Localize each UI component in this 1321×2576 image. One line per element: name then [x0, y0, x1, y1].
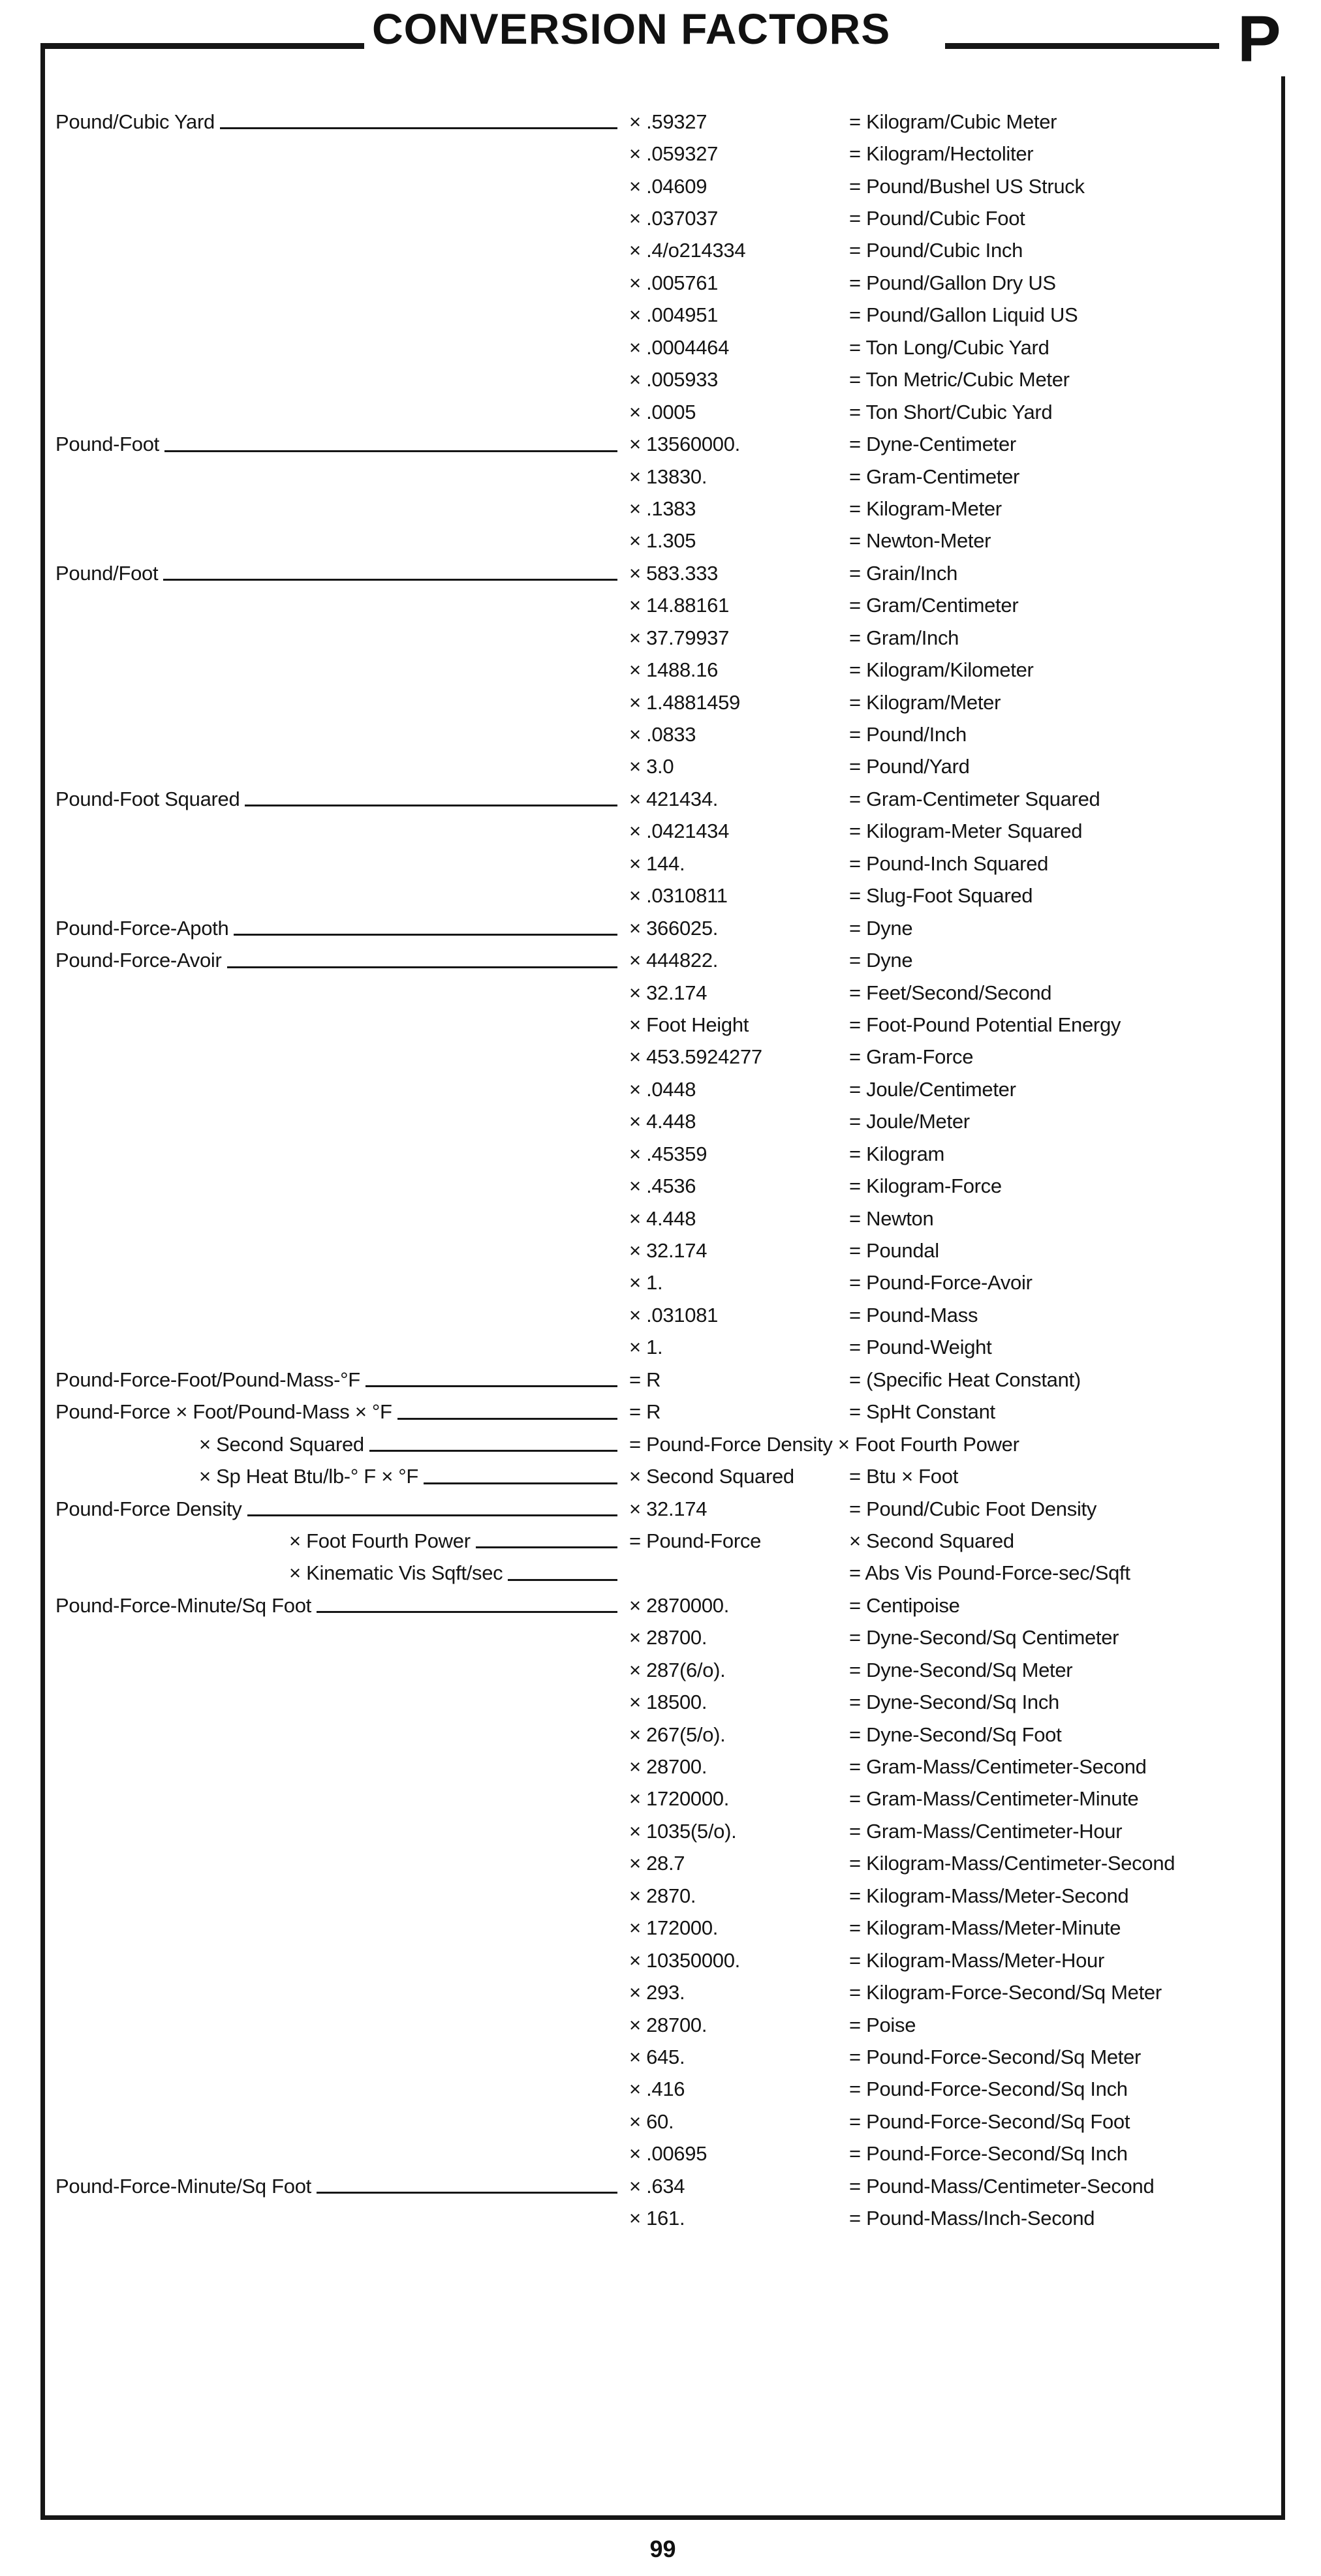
row-factor: × .004951 [629, 303, 719, 327]
row-factor: × .031081 [629, 1303, 719, 1326]
row-result: = Pound-Force-Avoir [849, 1271, 1033, 1295]
row-result: = Poundal [849, 1239, 939, 1263]
table-row [55, 1493, 1260, 1525]
conversion-table [55, 106, 1260, 2235]
label-underline [164, 450, 617, 452]
row-label-cell [55, 1433, 620, 1456]
row-label: Pound-Force-Avoir [55, 949, 222, 972]
row-result: = Pound-Mass/Centimeter-Second [849, 2174, 1155, 2198]
row-factor: = Pound-Force Density × Foot Fourth Power [629, 1432, 1019, 1456]
table-row [55, 428, 1260, 460]
row-factor: × .0421434 [629, 820, 730, 843]
row-result: = Kilogram/Cubic Meter [849, 110, 1057, 133]
row-factor: × 366025. [629, 916, 719, 940]
table-row [55, 170, 1260, 202]
row-result: = Dyne-Second/Sq Foot [849, 1723, 1062, 1746]
row-result: = Gram-Force [849, 1045, 974, 1069]
table-row [55, 1203, 1260, 1234]
table-row [55, 1654, 1260, 1686]
table-row [55, 848, 1260, 880]
row-result: = Pound-Force-Second/Sq Inch [849, 2142, 1128, 2166]
row-result: = Pound/Gallon Dry US [849, 271, 1056, 294]
label-underline [369, 1450, 617, 1452]
table-row [55, 461, 1260, 493]
row-label-cell [55, 1465, 620, 1488]
row-factor: × 10350000. [629, 1948, 740, 1972]
row-result: = Gram/Centimeter [849, 594, 1019, 617]
row-factor: × .1383 [629, 497, 696, 520]
row-factor: × 13560000. [629, 433, 740, 456]
row-label-cell [55, 433, 620, 456]
table-row [55, 1976, 1260, 2008]
row-factor: × .0310811 [629, 884, 728, 908]
row-label: Pound-Foot Squared [55, 787, 240, 810]
row-result: = Pound/Yard [849, 755, 970, 778]
row-label-cell [55, 1368, 620, 1392]
row-result: = Ton Short/Cubic Yard [849, 400, 1053, 423]
row-result: = Dyne [849, 949, 913, 972]
table-row [55, 1460, 1260, 1492]
table-row [55, 493, 1260, 525]
table-row [55, 1267, 1260, 1299]
row-factor: × .059327 [629, 142, 719, 166]
row-result: = Kilogram-Meter Squared [849, 820, 1083, 843]
table-row [55, 1815, 1260, 1847]
row-factor: × 3.0 [629, 755, 674, 778]
row-factor: × 2870000. [629, 1593, 730, 1617]
row-result: = Pound-Weight [849, 1336, 992, 1359]
row-result: = Dyne-Second/Sq Inch [849, 1691, 1059, 1714]
table-row [55, 977, 1260, 1009]
label-underline [317, 2192, 617, 2194]
row-factor: × 1035(5/o). [629, 1819, 737, 1843]
row-label: Pound-Force × Foot/Pound-Mass × °F [55, 1400, 392, 1424]
row-factor: × .0448 [629, 1077, 696, 1101]
row-factor: × .0833 [629, 723, 696, 746]
row-factor: × 32.174 [629, 1497, 707, 1520]
table-row [55, 1686, 1260, 1718]
table-row [55, 235, 1260, 267]
row-result: = Pound-Inch Squared [849, 851, 1049, 875]
row-factor: × 1. [629, 1336, 663, 1359]
row-result: = Kilogram [849, 1142, 945, 1165]
row-label-cell [55, 2175, 620, 2198]
page-title: CONVERSION FACTORS [372, 5, 891, 53]
row-result: = Dyne-Second/Sq Centimeter [849, 1626, 1119, 1649]
row-result: = Foot-Pound Potential Energy [849, 1013, 1121, 1036]
row-label: Pound-Force-Foot/Pound-Mass-°F [55, 1368, 360, 1391]
label-underline [397, 1418, 617, 1420]
table-row [55, 1719, 1260, 1751]
row-label: Pound-Force-Minute/Sq Foot [55, 2174, 311, 2198]
row-label: Pound/Foot [55, 561, 159, 585]
row-factor: × 37.79937 [629, 626, 730, 649]
row-result: = Pound/Bushel US Struck [849, 174, 1085, 198]
table-row [55, 944, 1260, 976]
row-factor: × 172000. [629, 1916, 719, 1940]
row-result: = Joule/Meter [849, 1110, 970, 1133]
row-result: = Pound-Force-Second/Sq Meter [849, 2045, 1142, 2068]
label-underline [163, 579, 617, 581]
row-result: = Centipoise [849, 1593, 960, 1617]
label-underline [247, 1514, 618, 1516]
table-row [55, 912, 1260, 944]
frame-border-right [1281, 76, 1285, 2520]
row-result: = Ton Metric/Cubic Meter [849, 368, 1070, 391]
table-row [55, 138, 1260, 170]
row-factor: × 1488.16 [629, 658, 719, 682]
label-underline [227, 966, 618, 968]
row-result: = Gram-Centimeter [849, 465, 1020, 488]
row-factor: × .005761 [629, 271, 719, 294]
row-factor: × .005933 [629, 368, 719, 391]
row-result: = Pound/Gallon Liquid US [849, 303, 1078, 327]
row-factor: × .0005 [629, 400, 696, 423]
table-row [55, 1299, 1260, 1331]
row-result: = SpHt Constant [849, 1400, 995, 1424]
row-label-cell [55, 110, 620, 134]
row-factor: × 60. [629, 2109, 674, 2133]
row-factor: × 583.333 [629, 561, 719, 585]
row-factor: × 453.5924277 [629, 1045, 762, 1069]
row-factor: × 28700. [629, 1755, 707, 1779]
row-factor: × .45359 [629, 1142, 707, 1165]
row-factor: = Pound-Force [629, 1529, 762, 1552]
row-factor: × .037037 [629, 207, 719, 230]
table-row [55, 1525, 1260, 1557]
row-result: = Gram-Mass/Centimeter-Second [849, 1755, 1147, 1779]
table-row [55, 1041, 1260, 1073]
row-result: = Dyne-Centimeter [849, 433, 1016, 456]
row-factor: × Second Squared [629, 1465, 794, 1488]
row-result: = Pound/Cubic Inch [849, 239, 1023, 262]
table-row [55, 1783, 1260, 1815]
table-row [55, 590, 1260, 622]
row-label: Pound-Force Density [55, 1497, 242, 1520]
row-result: = Kilogram/Meter [849, 690, 1001, 714]
table-row [55, 718, 1260, 750]
table-row [55, 880, 1260, 912]
row-factor: × 287(6/o). [629, 1658, 726, 1681]
row-factor: × 1720000. [629, 1787, 730, 1811]
row-result: = Pound-Mass [849, 1303, 978, 1326]
table-row [55, 1009, 1260, 1041]
row-result: = Kilogram-Mass/Meter-Second [849, 1884, 1129, 1907]
table-row [55, 1170, 1260, 1202]
row-result: = Gram-Centimeter Squared [849, 787, 1100, 810]
row-label: Pound-Force-Minute/Sq Foot [55, 1593, 311, 1617]
row-result: = Pound/Cubic Foot Density [849, 1497, 1097, 1520]
table-row [55, 1848, 1260, 1880]
label-underline [234, 934, 617, 936]
table-row [55, 2138, 1260, 2170]
table-row [55, 1073, 1260, 1105]
row-result: = Pound/Cubic Foot [849, 207, 1025, 230]
row-result: = Kilogram-Mass/Meter-Hour [849, 1948, 1104, 1972]
row-result: = Kilogram-Force-Second/Sq Meter [849, 1981, 1162, 2004]
row-label: Pound-Force-Apoth [55, 916, 229, 940]
table-row [55, 364, 1260, 396]
row-factor: × 28700. [629, 2013, 707, 2036]
row-factor: × 32.174 [629, 981, 707, 1004]
row-factor: × .4/o214334 [629, 239, 746, 262]
page-number: 99 [649, 2536, 676, 2562]
section-letter: P [1237, 3, 1281, 76]
row-factor: × 28.7 [629, 1852, 685, 1875]
row-factor: × .59327 [629, 110, 707, 133]
label-underline [508, 1579, 617, 1581]
frame-border-left [40, 43, 45, 2520]
row-label-cell [55, 917, 620, 940]
row-factor: × 645. [629, 2045, 685, 2068]
table-row [55, 751, 1260, 783]
table-row [55, 783, 1260, 815]
table-row [55, 1944, 1260, 1976]
row-result: = Abs Vis Pound-Force-sec/Sqft [849, 1561, 1130, 1585]
row-result: = Pound-Force-Second/Sq Inch [849, 2078, 1128, 2101]
table-row [55, 1106, 1260, 1138]
row-factor: × 421434. [629, 787, 719, 810]
row-label: × Foot Fourth Power [289, 1529, 471, 1552]
row-factor: × 267(5/o). [629, 1723, 726, 1746]
row-result: = Ton Long/Cubic Yard [849, 335, 1049, 359]
row-result: = Kilogram-Meter [849, 497, 1002, 520]
table-row [55, 2170, 1260, 2202]
table-row [55, 202, 1260, 234]
table-row [55, 654, 1260, 686]
table-row [55, 396, 1260, 428]
table-row [55, 1364, 1260, 1396]
row-factor: = R [629, 1400, 661, 1424]
row-factor: × 1. [629, 1271, 663, 1295]
row-label: × Kinematic Vis Sqft/sec [289, 1561, 503, 1585]
frame-border-bottom [40, 2515, 1285, 2520]
row-factor: × 32.174 [629, 1239, 707, 1263]
row-result: = Newton [849, 1206, 934, 1230]
row-factor: × 28700. [629, 1626, 707, 1649]
table-row [55, 525, 1260, 557]
row-factor: × 13830. [629, 465, 707, 488]
table-row [55, 1589, 1260, 1621]
row-result: = Slug-Foot Squared [849, 884, 1033, 908]
row-factor: × 161. [629, 2207, 685, 2230]
row-result: = Poise [849, 2013, 916, 2036]
row-result: = Kilogram/Kilometer [849, 658, 1034, 682]
row-factor: = R [629, 1368, 661, 1391]
table-row [55, 106, 1260, 138]
row-label: Pound-Foot [55, 433, 159, 456]
row-factor: × 2870. [629, 1884, 696, 1907]
row-factor: × 1.4881459 [629, 690, 740, 714]
table-row [55, 1751, 1260, 1783]
row-factor: × .4536 [629, 1174, 696, 1198]
row-label: × Second Squared [199, 1432, 364, 1456]
row-label-cell [55, 1561, 620, 1585]
row-result: = Pound-Force-Second/Sq Foot [849, 2109, 1130, 2133]
row-factor: × 18500. [629, 1691, 707, 1714]
row-factor: × 1.305 [629, 529, 696, 553]
row-label-cell [55, 949, 620, 972]
row-factor: × 4.448 [629, 1110, 696, 1133]
row-factor: × .00695 [629, 2142, 707, 2166]
table-row [55, 1234, 1260, 1266]
row-result: = Joule/Centimeter [849, 1077, 1016, 1101]
table-row [55, 1557, 1260, 1589]
row-factor: × .0004464 [629, 335, 730, 359]
label-underline [424, 1482, 617, 1484]
row-result: = Dyne [849, 916, 913, 940]
row-factor: × 4.448 [629, 1206, 696, 1230]
table-row [55, 2106, 1260, 2138]
table-row [55, 1396, 1260, 1428]
row-label-cell [55, 1400, 620, 1424]
row-result: = Gram-Mass/Centimeter-Hour [849, 1819, 1123, 1843]
table-row [55, 2041, 1260, 2073]
row-factor: × 444822. [629, 949, 719, 972]
table-row [55, 1880, 1260, 1912]
row-result: = Grain/Inch [849, 561, 958, 585]
row-factor: × 14.88161 [629, 594, 730, 617]
label-underline [317, 1611, 617, 1613]
row-result: = Gram/Inch [849, 626, 959, 649]
title-rule-left [40, 43, 364, 49]
table-row [55, 816, 1260, 848]
table-row [55, 557, 1260, 589]
table-row [55, 2202, 1260, 2234]
row-label-cell [55, 788, 620, 811]
row-factor: × 293. [629, 1981, 685, 2004]
row-factor: × .416 [629, 2078, 685, 2101]
row-result: = Pound/Inch [849, 723, 967, 746]
label-underline [220, 127, 617, 129]
table-row [55, 1622, 1260, 1654]
row-result: = Pound-Mass/Inch-Second [849, 2207, 1095, 2230]
row-factor: × .04609 [629, 174, 707, 198]
row-result: × Second Squared [849, 1529, 1014, 1552]
row-result: = Gram-Mass/Centimeter-Minute [849, 1787, 1139, 1811]
row-result: = Kilogram-Mass/Meter-Minute [849, 1916, 1121, 1940]
row-result: = Dyne-Second/Sq Meter [849, 1658, 1073, 1681]
table-row [55, 622, 1260, 654]
row-result: = Newton-Meter [849, 529, 991, 553]
table-row [55, 2074, 1260, 2106]
row-result: = (Specific Heat Constant) [849, 1368, 1081, 1391]
label-underline [365, 1385, 617, 1387]
row-result: = Feet/Second/Second [849, 981, 1052, 1004]
row-result: = Kilogram/Hectoliter [849, 142, 1034, 166]
table-row [55, 686, 1260, 718]
row-label-cell [55, 1594, 620, 1618]
table-row [55, 331, 1260, 363]
table-row [55, 2009, 1260, 2041]
row-factor: × 144. [629, 851, 685, 875]
row-result: = Kilogram-Mass/Centimeter-Second [849, 1852, 1175, 1875]
row-label: Pound/Cubic Yard [55, 110, 215, 133]
row-result: = Btu × Foot [849, 1465, 959, 1488]
title-rule-right [945, 43, 1219, 49]
row-label-cell [55, 1529, 620, 1553]
table-row [55, 1138, 1260, 1170]
table-row [55, 1428, 1260, 1460]
table-row [55, 1332, 1260, 1364]
row-result: = Kilogram-Force [849, 1174, 1002, 1198]
table-row [55, 267, 1260, 299]
row-label: × Sp Heat Btu/lb-° F × °F [199, 1465, 419, 1488]
row-label-cell [55, 562, 620, 585]
label-underline [245, 805, 617, 806]
row-label-cell [55, 1497, 620, 1521]
table-row [55, 1912, 1260, 1944]
table-row [55, 299, 1260, 331]
label-underline [476, 1546, 617, 1548]
row-factor: × .634 [629, 2174, 685, 2198]
row-factor: × Foot Height [629, 1013, 749, 1036]
